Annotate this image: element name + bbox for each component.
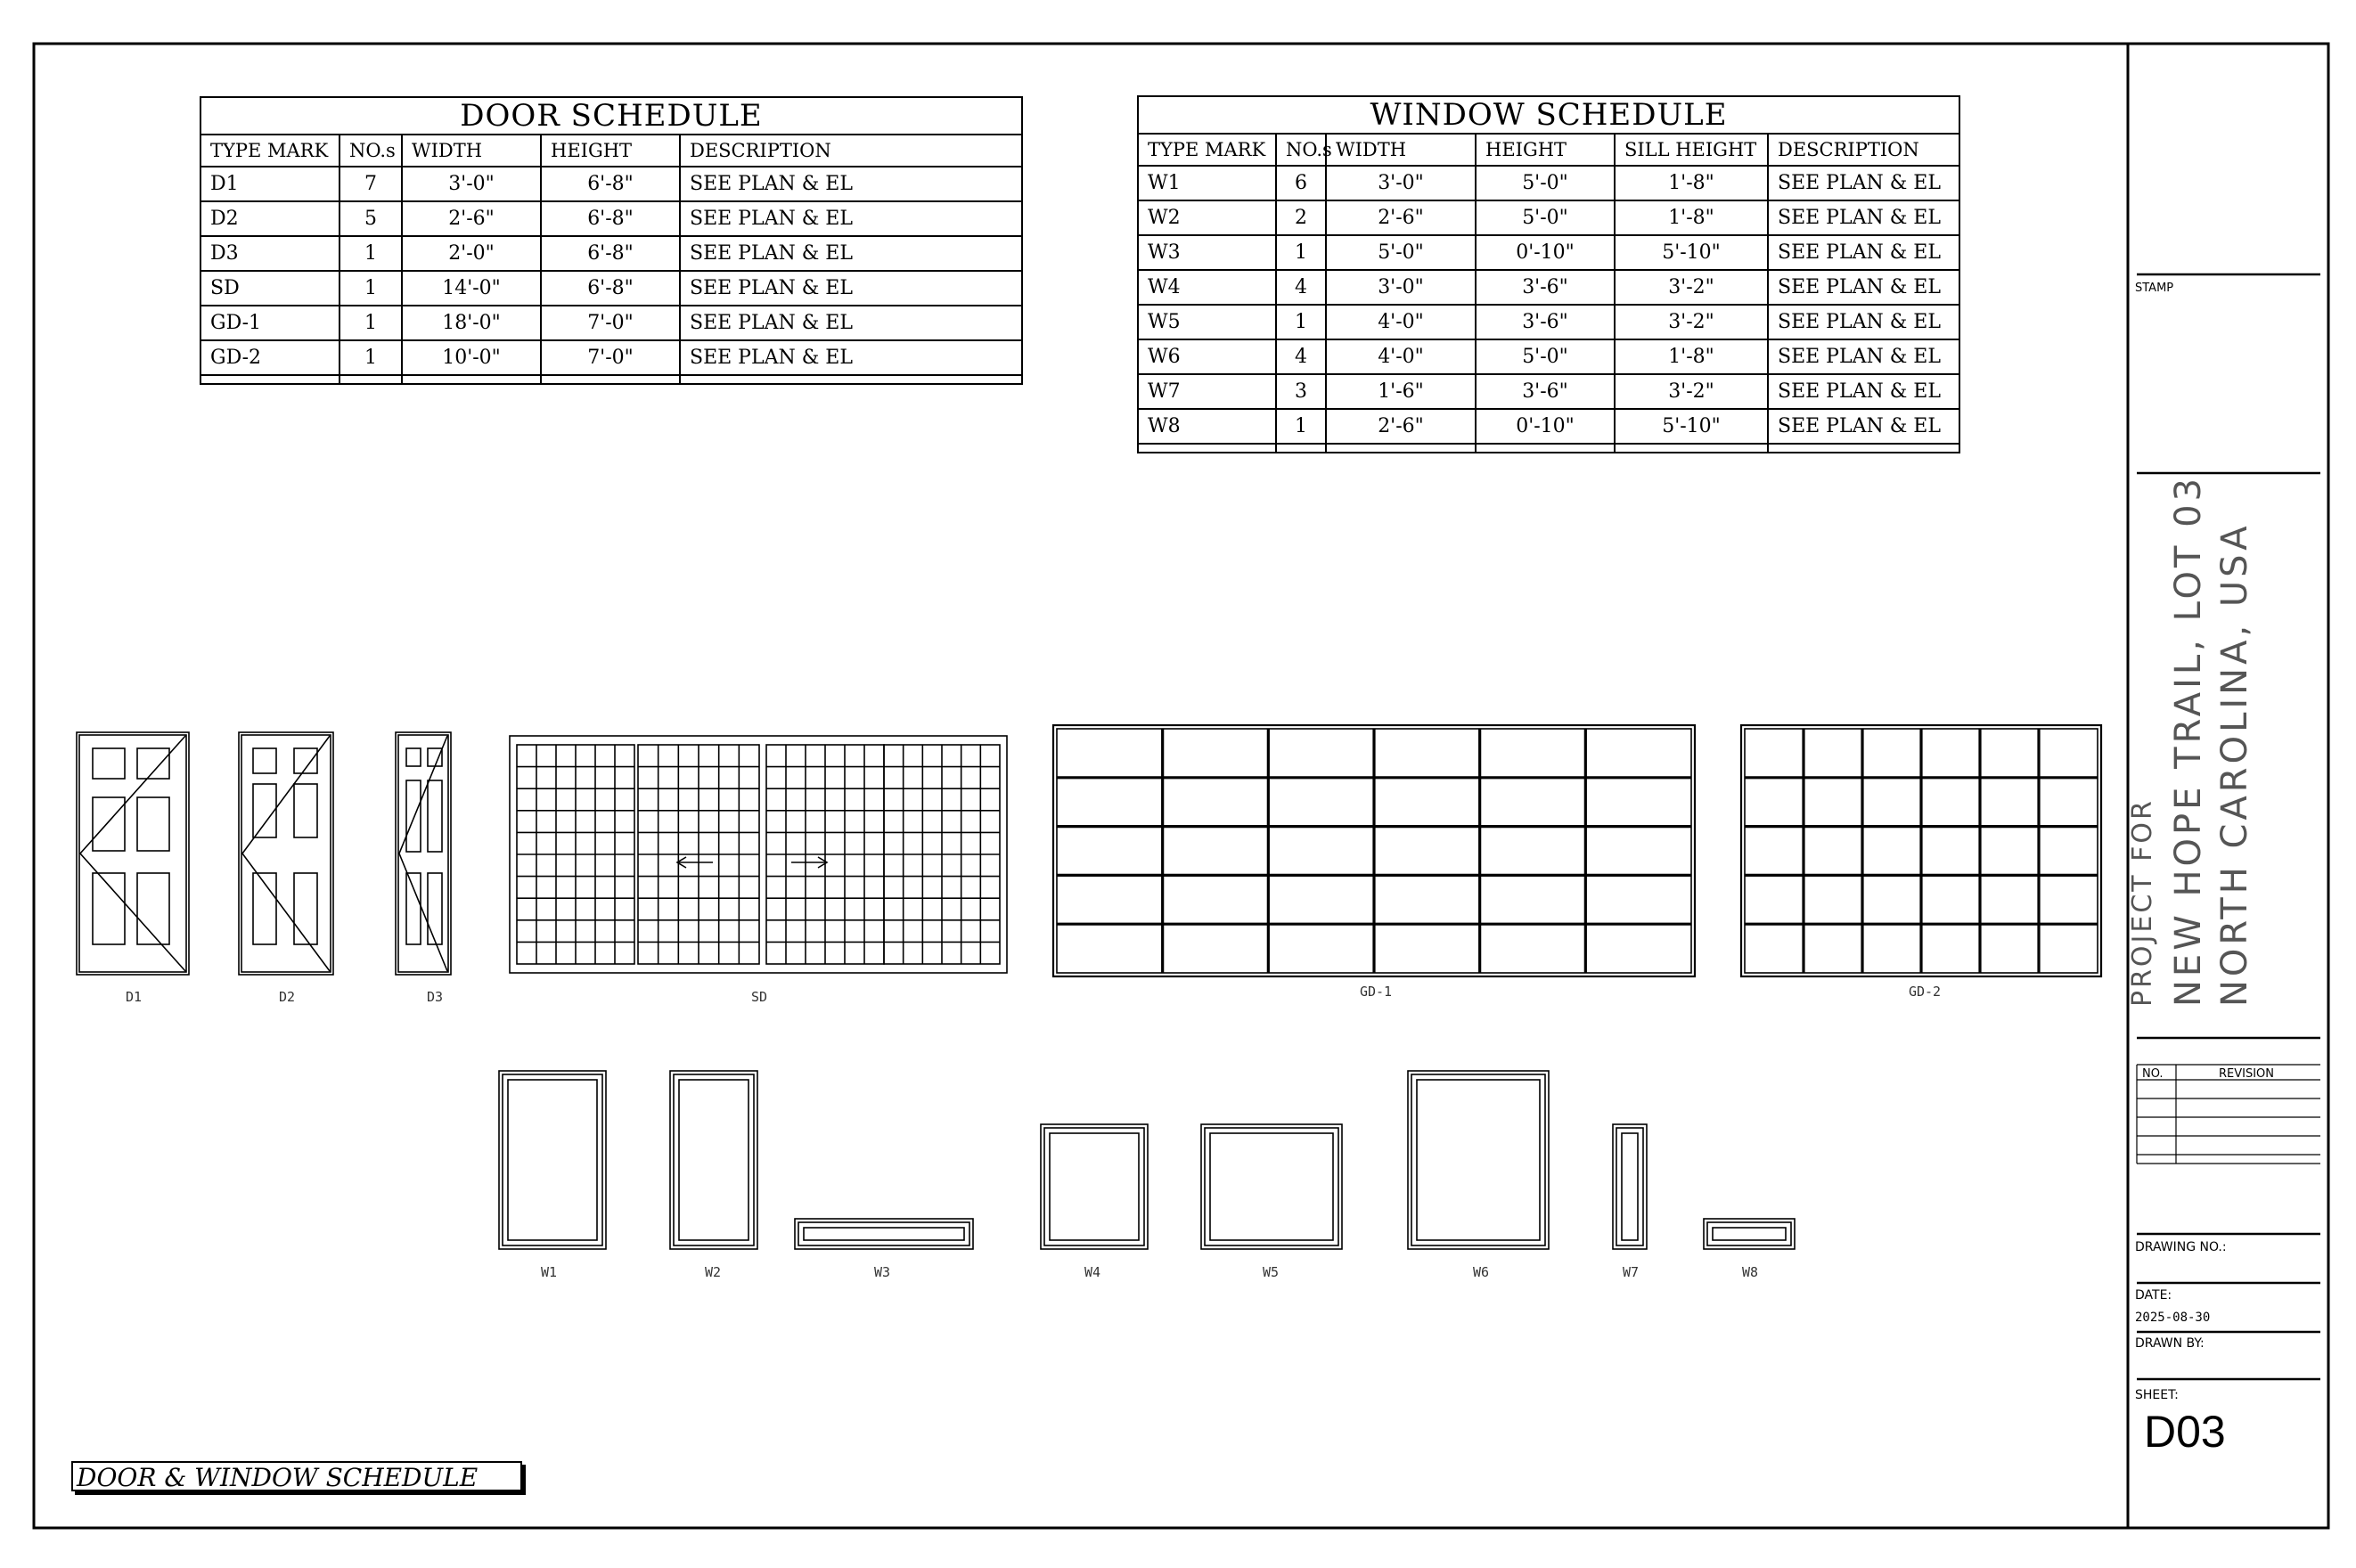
table-row: [1138, 270, 1959, 305]
table-cell: SEE PLAN & EL: [1768, 374, 1959, 409]
door-schedule-header: DESCRIPTION: [680, 135, 1022, 167]
table-cell: 5: [339, 201, 402, 236]
table-row: [1138, 409, 1959, 444]
table-cell: 5'-0": [1476, 200, 1615, 235]
table-cell: 4: [1276, 339, 1326, 374]
table-cell: GD-1: [200, 306, 339, 340]
table-cell: SEE PLAN & EL: [1768, 270, 1959, 305]
table-cell: 0'-10": [1476, 409, 1615, 444]
table-cell: [1615, 444, 1768, 453]
window-elevation-label: W6: [1472, 1264, 1490, 1280]
window-elevation-label: W7: [1622, 1264, 1640, 1280]
table-cell: 5'-0": [1476, 166, 1615, 200]
door-panel: [406, 873, 421, 944]
table-cell: [1768, 444, 1959, 453]
window-w8-glass: [1713, 1228, 1786, 1240]
table-cell: GD-2: [200, 340, 339, 375]
table-row-spacer: [1138, 444, 1959, 453]
table-cell: SEE PLAN & EL: [1768, 305, 1959, 339]
door-schedule-header: NO.s: [339, 135, 402, 167]
table-cell: 1: [339, 236, 402, 271]
table-cell: 18'-0": [402, 306, 541, 340]
window-w1-glass: [508, 1080, 597, 1240]
table-row: [1138, 235, 1959, 270]
table-cell: SEE PLAN & EL: [680, 236, 1022, 271]
window-schedule-header: TYPE MARK: [1138, 134, 1276, 166]
table-cell: 4'-0": [1326, 305, 1476, 339]
window-w5-glass: [1210, 1133, 1333, 1240]
door-panel: [253, 748, 276, 773]
date-label: DATE:: [2135, 1288, 2172, 1303]
table-row: [200, 201, 1022, 236]
table-cell: SEE PLAN & EL: [680, 201, 1022, 236]
door-schedule-header: TYPE MARK: [200, 135, 339, 167]
door-panel: [137, 797, 169, 851]
window-w4-frame-mid: [1044, 1128, 1144, 1245]
door-schedule-title: DOOR SCHEDULE: [200, 97, 1022, 135]
window-w4-frame: [1041, 1124, 1148, 1249]
table-cell: W8: [1138, 409, 1276, 444]
table-cell: SEE PLAN & EL: [680, 306, 1022, 340]
table-cell: 4'-0": [1326, 339, 1476, 374]
window-w6-frame: [1408, 1071, 1549, 1249]
door-panel: [294, 748, 317, 773]
table-cell: 3'-2": [1615, 374, 1768, 409]
table-cell: 3'-6": [1476, 270, 1615, 305]
door-panel: [294, 784, 317, 837]
table-cell: SEE PLAN & EL: [1768, 339, 1959, 374]
door-panel: [294, 873, 317, 944]
table-row: [1138, 339, 1959, 374]
table-cell: [1476, 444, 1615, 453]
table-cell: 2'-6": [402, 201, 541, 236]
table-cell: 3'-0": [1326, 166, 1476, 200]
door-d1-frame-inner: [79, 735, 186, 972]
table-cell: [1276, 444, 1326, 453]
window-schedule-title: WINDOW SCHEDULE: [1138, 96, 1959, 134]
project-name: NEW HOPE TRAIL, LOT 03: [2168, 474, 2209, 1007]
window-w3-glass: [804, 1228, 964, 1240]
revision-no-header: NO.: [2142, 1067, 2164, 1081]
table-cell: 10'-0": [402, 340, 541, 375]
table-cell: 1: [339, 340, 402, 375]
window-w2-frame: [670, 1071, 757, 1249]
table-cell: 5'-0": [1326, 235, 1476, 270]
door-elevation-label: SD: [750, 989, 768, 1005]
revision-header: REVISION: [2219, 1067, 2275, 1081]
elevation-labels: [126, 984, 1941, 1280]
table-row-spacer: [200, 375, 1022, 384]
table-cell: SEE PLAN & EL: [680, 271, 1022, 306]
window-elevation-label: W4: [1084, 1264, 1101, 1280]
door-elevation-label: GD-1: [1359, 984, 1393, 1000]
door-elevation-label: D1: [125, 989, 143, 1005]
window-w3-frame: [795, 1219, 973, 1249]
table-cell: [541, 375, 680, 384]
table-cell: 7'-0": [541, 340, 680, 375]
table-cell: 3'-0": [1326, 270, 1476, 305]
table-cell: W7: [1138, 374, 1276, 409]
project-for-label: PROJECT FOR: [2127, 798, 2158, 1007]
table-row: [1138, 166, 1959, 200]
table-cell: 1: [1276, 235, 1326, 270]
sheet-number: D03: [2144, 1407, 2226, 1457]
door-d1-frame: [77, 732, 189, 975]
table-cell: 7: [339, 167, 402, 201]
table-cell: SD: [200, 271, 339, 306]
table-cell: [339, 375, 402, 384]
table-cell: [200, 375, 339, 384]
table-cell: [1138, 444, 1276, 453]
table-row: [1138, 200, 1959, 235]
door-panel: [428, 748, 442, 766]
table-row: [1138, 305, 1959, 339]
date-value: 2025-08-30: [2135, 1311, 2211, 1325]
table-cell: W1: [1138, 166, 1276, 200]
door-schedule-header: HEIGHT: [541, 135, 680, 167]
table-cell: SEE PLAN & EL: [1768, 409, 1959, 444]
window-w3-frame-mid: [798, 1222, 969, 1245]
table-row: [1138, 374, 1959, 409]
table-cell: D2: [200, 201, 339, 236]
table-cell: 5'-10": [1615, 235, 1768, 270]
table-cell: 1: [1276, 305, 1326, 339]
window-w2-frame-mid: [674, 1074, 754, 1245]
window-w5-frame: [1201, 1124, 1342, 1249]
door-panel: [93, 748, 125, 779]
window-elevation-label: W1: [540, 1264, 558, 1280]
window-schedule-header: NO.s: [1276, 134, 1326, 166]
table-cell: 5'-10": [1615, 409, 1768, 444]
table-cell: 1: [1276, 409, 1326, 444]
table-row: [200, 340, 1022, 375]
table-cell: W3: [1138, 235, 1276, 270]
table-cell: W2: [1138, 200, 1276, 235]
window-w1-frame-mid: [503, 1074, 602, 1245]
table-cell: D1: [200, 167, 339, 201]
window-w7-frame-mid: [1616, 1128, 1643, 1245]
door-panel: [406, 780, 421, 852]
table-cell: SEE PLAN & EL: [1768, 235, 1959, 270]
drawn-by-label: DRAWN BY:: [2135, 1336, 2205, 1351]
table-cell: 5'-0": [1476, 339, 1615, 374]
door-elevation-label: D3: [426, 989, 444, 1005]
table-cell: 1'-6": [1326, 374, 1476, 409]
door-elevation-label: GD-2: [1908, 984, 1942, 1000]
table-cell: SEE PLAN & EL: [680, 340, 1022, 375]
door-panel: [253, 784, 276, 837]
door-panel: [137, 748, 169, 779]
table-cell: SEE PLAN & EL: [1768, 166, 1959, 200]
window-elevation-label: W3: [873, 1264, 891, 1280]
table-cell: 6'-8": [541, 236, 680, 271]
door-panel: [428, 873, 442, 944]
window-elevation-label: W8: [1741, 1264, 1759, 1280]
table-cell: D3: [200, 236, 339, 271]
table-cell: W4: [1138, 270, 1276, 305]
window-w8-frame-mid: [1707, 1222, 1791, 1245]
drawing-no-label: DRAWING NO.:: [2135, 1240, 2227, 1254]
table-cell: 1: [339, 306, 402, 340]
table-row: [200, 236, 1022, 271]
table-cell: 3'-2": [1615, 305, 1768, 339]
table-row: [200, 306, 1022, 340]
window-schedule-table: [1137, 95, 1960, 453]
window-elevations: [499, 1071, 1795, 1249]
table-cell: 14'-0": [402, 271, 541, 306]
window-schedule-header: DESCRIPTION: [1768, 134, 1959, 166]
door-elevations: [77, 725, 2101, 976]
window-w8-frame: [1704, 1219, 1795, 1249]
table-cell: SEE PLAN & EL: [680, 167, 1022, 201]
window-elevation-label: W5: [1262, 1264, 1280, 1280]
table-cell: 3'-0": [402, 167, 541, 201]
table-cell: 4: [1276, 270, 1326, 305]
door-panel: [137, 873, 169, 944]
door-panel: [406, 748, 421, 766]
sheet-label: SHEET:: [2135, 1388, 2179, 1402]
window-schedule-header: SILL HEIGHT: [1615, 134, 1768, 166]
table-cell: [1326, 444, 1476, 453]
table-cell: W6: [1138, 339, 1276, 374]
window-w6-frame-mid: [1411, 1074, 1545, 1245]
table-cell: W5: [1138, 305, 1276, 339]
table-cell: 3'-6": [1476, 305, 1615, 339]
table-cell: 6: [1276, 166, 1326, 200]
window-w7-glass: [1622, 1133, 1638, 1240]
door-panel: [93, 873, 125, 944]
window-w6-glass: [1417, 1080, 1540, 1240]
table-row: [200, 271, 1022, 306]
table-cell: 2'-6": [1326, 200, 1476, 235]
drawing-title: DOOR & WINDOW SCHEDULE: [71, 1461, 522, 1491]
project-location: NORTH CAROLINA, USA: [2214, 522, 2255, 1007]
table-cell: SEE PLAN & EL: [1768, 200, 1959, 235]
window-w5-frame-mid: [1205, 1128, 1338, 1245]
window-elevation-label: W2: [704, 1264, 722, 1280]
window-w1-frame: [499, 1071, 606, 1249]
window-schedule-header: HEIGHT: [1476, 134, 1615, 166]
table-cell: 7'-0": [541, 306, 680, 340]
table-cell: 1'-8": [1615, 339, 1768, 374]
table-cell: 1'-8": [1615, 200, 1768, 235]
table-cell: 3'-2": [1615, 270, 1768, 305]
table-cell: 3'-6": [1476, 374, 1615, 409]
table-cell: 2: [1276, 200, 1326, 235]
table-row: [200, 167, 1022, 201]
table-cell: [680, 375, 1022, 384]
table-cell: 6'-8": [541, 271, 680, 306]
table-cell: 2'-0": [402, 236, 541, 271]
window-schedule-header: WIDTH: [1326, 134, 1476, 166]
table-cell: 1: [339, 271, 402, 306]
door-schedule-header: WIDTH: [402, 135, 541, 167]
stamp-label: STAMP: [2135, 282, 2174, 295]
table-cell: 1'-8": [1615, 166, 1768, 200]
window-w7-frame: [1613, 1124, 1647, 1249]
table-cell: 6'-8": [541, 201, 680, 236]
door-elevation-label: D2: [278, 989, 296, 1005]
door-panel: [93, 797, 125, 851]
door-panel: [428, 780, 442, 852]
table-cell: 0'-10": [1476, 235, 1615, 270]
table-cell: [402, 375, 541, 384]
door-schedule-table: [200, 96, 1023, 385]
project-info: [2121, 475, 2258, 1007]
table-cell: 6'-8": [541, 167, 680, 201]
table-cell: 2'-6": [1326, 409, 1476, 444]
window-w2-glass: [679, 1080, 749, 1240]
table-cell: 3: [1276, 374, 1326, 409]
window-w4-glass: [1050, 1133, 1139, 1240]
